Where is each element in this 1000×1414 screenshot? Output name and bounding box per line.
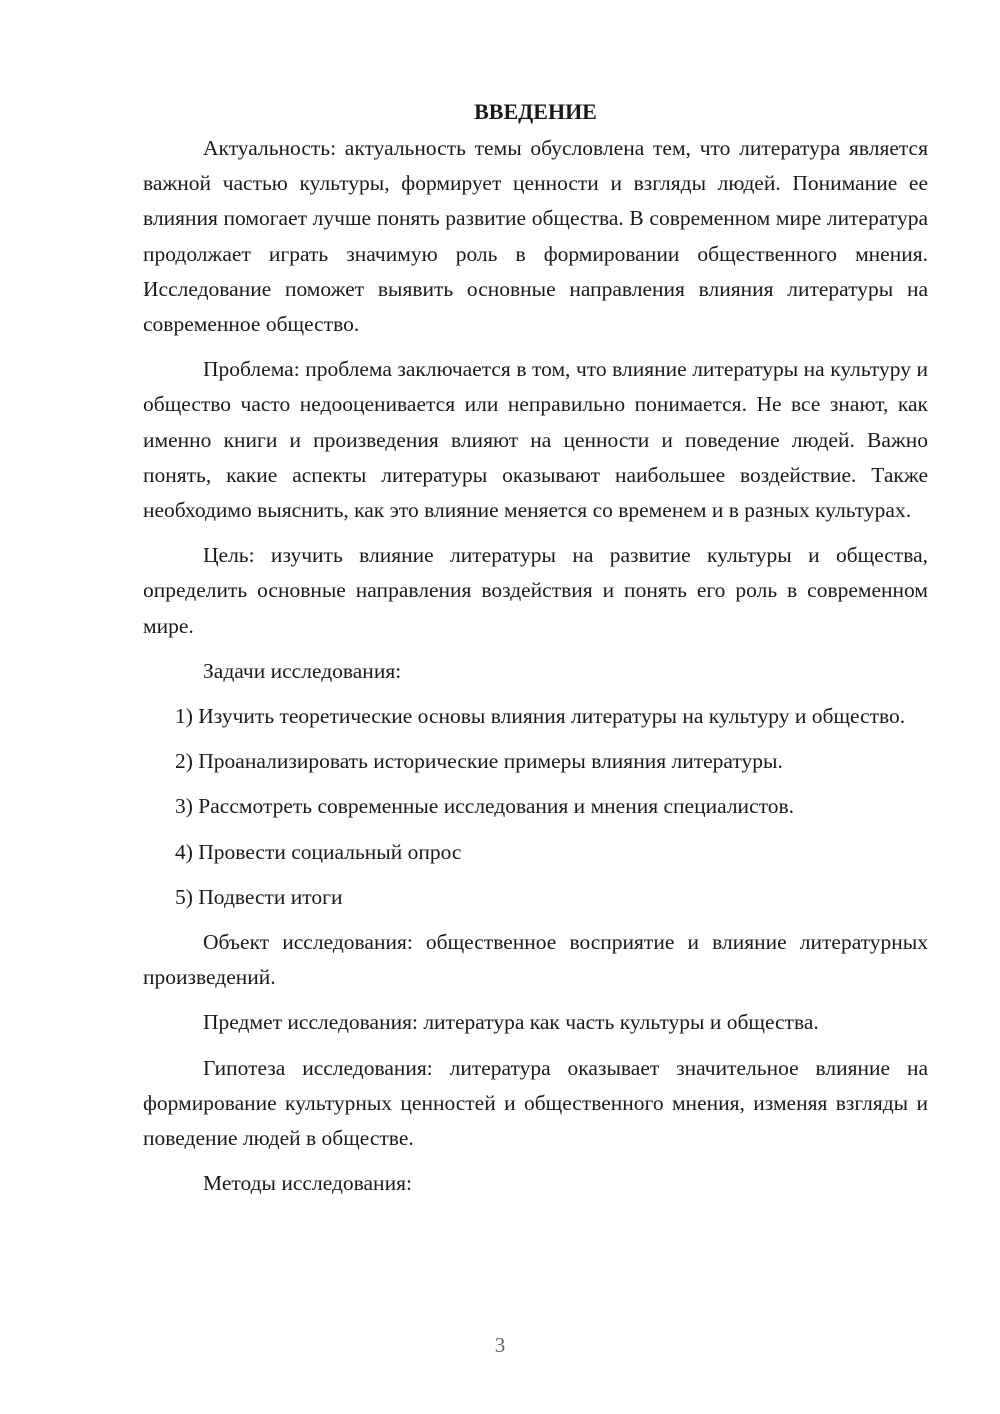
paragraph-relevance: Актуальность: актуальность темы обусловлена тем, что литература является важной частью культуры, формирует ценности и взгляды людей. Понимание ее влияния помогает лучше понять развитие общества. В современном мире литература продолжает играть значимую роль в формировании общественного мнения. Исследование поможет выявить основные направления влияния литературы на современное общество. <box>143 136 928 337</box>
methods-heading: Методы исследования: <box>203 1171 412 1196</box>
paragraph-goal: Цель: изучить влияние литературы на развитие культуры и общества, определить основные направления воздействия и понять его роль в современном мире. <box>143 543 928 638</box>
task-item-2: 2) Проанализировать исторические примеры влияния литературы. <box>175 749 783 774</box>
task-item-3: 3) Рассмотреть современные исследования и мнения специалистов. <box>175 794 794 819</box>
page-content <box>143 94 928 1211</box>
task-item-4: 4) Провести социальный опрос <box>175 839 462 864</box>
paragraph-object: Объект исследования: общественное восприятие и влияние литературных произведений. <box>143 930 928 990</box>
paragraph-hypothesis: Гипотеза исследования: литература оказывает значительное влияние на формирование культурных ценностей и общественного мнения, изменяя взгляды и поведение людей в обществе. <box>143 1055 928 1151</box>
paragraph-problem: Проблема: проблема заключается в том, что влияние литературы на культуру и общество часто недооценивается или неправильно понимается. Не все знают, как именно книги и произведения влияют на ценности и поведение людей. Важно понять, какие аспекты литературы оказывают наибольшее воздействие. Также необходимо выяснить, как это влияние меняется со временем и в разных культурах. <box>143 357 928 523</box>
paragraph-subject: Предмет исследования: литература как часть культуры и общества. <box>203 1010 819 1035</box>
tasks-heading: Задачи исследования: <box>203 658 402 683</box>
task-item-5: 5) Подвести итоги <box>175 884 343 909</box>
task-item-1: 1) Изучить теоретические основы влияния литературы на культуру и общество. <box>175 704 906 729</box>
page-number: 3 <box>494 1333 506 1357</box>
section-title: ВВЕДЕНИЕ <box>474 99 597 124</box>
